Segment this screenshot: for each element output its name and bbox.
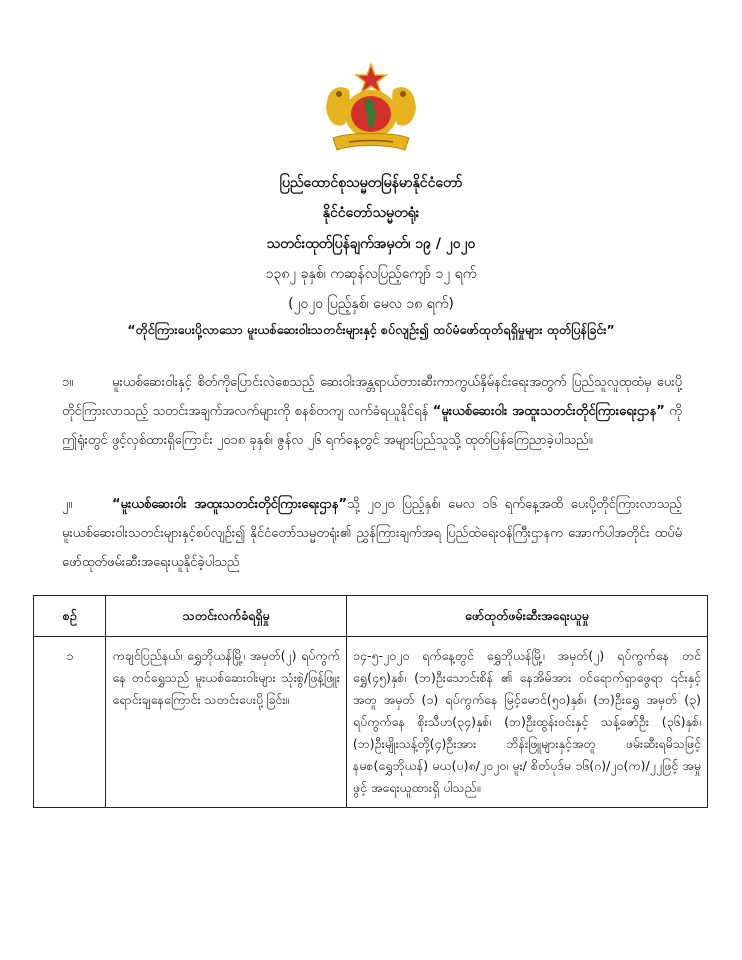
country-name-heading: ပြည်ထောင်စုသမ္မတမြန်မာနိုင်ငံတော်	[279, 175, 463, 191]
table-header-row	[34, 596, 708, 637]
paragraph-2	[62, 490, 682, 577]
state-seal-emblem	[319, 62, 423, 158]
paragraph-1-number: ၁။	[62, 375, 74, 390]
row-action: ၁၄-၅-၂၀၂၀ ရက်နေ့တွင် ရွှေဘိုယန်မြို့၊ အမှတ်(၂) ရပ်ကွက်နေ တင်ရွှေ(၄၅)နှစ်၊ (ဘ)ဦးသောင်းစိန် ၏ နေအိမ်အား ဝင်ရောက်ရှာဖွေရာ ၎င်းနှင့်အတူ အမှတ် (၁) ရပ်ကွက်နေ မြင့်မောင်(၅၀)နှစ်၊ (ဘ)ဦးရွှေ အမှတ် (၃) ရပ်ကွက်နေ စိုးသီဟ(၃၄)နှစ်၊ (ဘ)ဦးထွန်းဝင်းနှင့် သန့်ဇော်ဦး (၃၆)နှစ်၊ (ဘ)ဦးမျိုးသန့်တို့(၄)ဦးအား ဘိန်းဖြူများနှင့်အတူ ဖမ်းဆီးရမိသဖြင့် နမစ(ရွှေဘိုယန်) မယ(ပ)၈/၂၀၂၀၊ မူး/ စိတ်ပုဒ်မ ၁၆(ဂ)/၂၀(က)/၂၂ဖြင့် အမှုဖွင့် အရေးယူထားရှိ ပါသည်။	[346, 637, 707, 808]
paragraph-2-bold: “မူးယစ်ဆေးဝါး အထူးသတင်းတိုင်ကြားရေးဌာန”	[112, 497, 348, 512]
paragraph-2-text: သို့ ၂၀၂၀ ပြည့်နှစ်၊ မေလ ၁၆ ရက်နေ့အထိ ပေးပို့တိုင်ကြားလာသည့် မူးယစ်ဆေးဝါးသတင်းများနှင့်စပ်လျဉ်း၍ နိုင်ငံတော်သမ္မတရုံး၏ ညွှန်ကြားချက်အရ ပြည်ထဲရေးဝန်ကြီးဌာနက အောက်ပါအတိုင်း ထပ်မံဖော်ထုတ်ဖမ်းဆီးအရေးယူနိုင်ခဲ့ပါသည်	[62, 497, 683, 570]
press-release-number: သတင်းထုတ်ပြန်ချက်အမှတ်၊ ၁၉ / ၂၀၂၀	[266, 236, 476, 252]
header-action: ဖော်ထုတ်ဖမ်းဆီးအရေးယူမှု	[346, 596, 707, 637]
row-received: ကချင်ပြည်နယ်၊ ရွှေဘိုယန်မြို့၊ အမှတ်(၂) ရပ်ကွက်နေ တင်ရွှေသည် မူးယစ်ဆေးဝါးများ သုံးစွဲ/ဖြန့်ဖြူးရောင်းချနေကြောင်း သတင်းပေးပို့ခြင်း။	[106, 637, 346, 808]
report-table	[33, 595, 708, 808]
header-serial: စဉ်	[34, 596, 106, 637]
myanmar-date: ၁၃၈၂ ခုနှစ်၊ ကဆုန်လပြည့်ကျော် ၁၂ ရက်	[265, 266, 477, 282]
header-received: သတင်းလက်ခံရရှိမှု	[106, 596, 346, 637]
paragraph-2-number: ၂။	[62, 497, 73, 512]
paragraph-1-text-b: ကို ဤရုံးတွင် ဖွင့်လှစ်ထားရှိကြောင်း ၂၀၁၈ ခုနှစ်၊ ဇွန်လ ၂၆ ရက်နေ့တွင် အများပြည်သူသို့ ထုတ်ပြန်ကြေညာခဲ့ပါသည်။	[62, 404, 683, 448]
paragraph-1	[62, 368, 682, 455]
row-serial: ၁	[34, 637, 106, 808]
release-title: “တိုင်ကြားပေးပို့လာသော မူးယစ်ဆေးဝါးသတင်းများနှင့် စပ်လျဉ်း၍ ထပ်မံဖော်ထုတ်ရရှိမှုများ ထုတ်ပြန်ခြင်း”	[127, 322, 615, 337]
paragraph-1-bold: “မူးယစ်ဆေးဝါး အထူးသတင်းတိုင်ကြားရေးဌာန”	[432, 404, 665, 419]
table-row	[34, 637, 708, 808]
office-name-heading: နိုင်ငံတော်သမ္မတရုံး	[322, 205, 420, 221]
paragraph-1-text-a: မူးယစ်ဆေးဝါးနှင့် စိတ်ကိုပြောင်းလဲစေသည့် ဆေးဝါးအန္တရာယ်တားဆီးကာကွယ်နှိမ်နင်းရေးအတွက် ပြည်သူလူထုထံမှ ပေးပို့တိုင်ကြားလာသည့် သတင်းအချက်အလက်များကို စနစ်တကျ လက်ခံရယူနိုင်ရန်	[62, 375, 682, 419]
gregorian-date: (၂၀၂၀ ပြည့်နှစ်၊ မေလ ၁၈ ရက်)	[288, 296, 454, 312]
